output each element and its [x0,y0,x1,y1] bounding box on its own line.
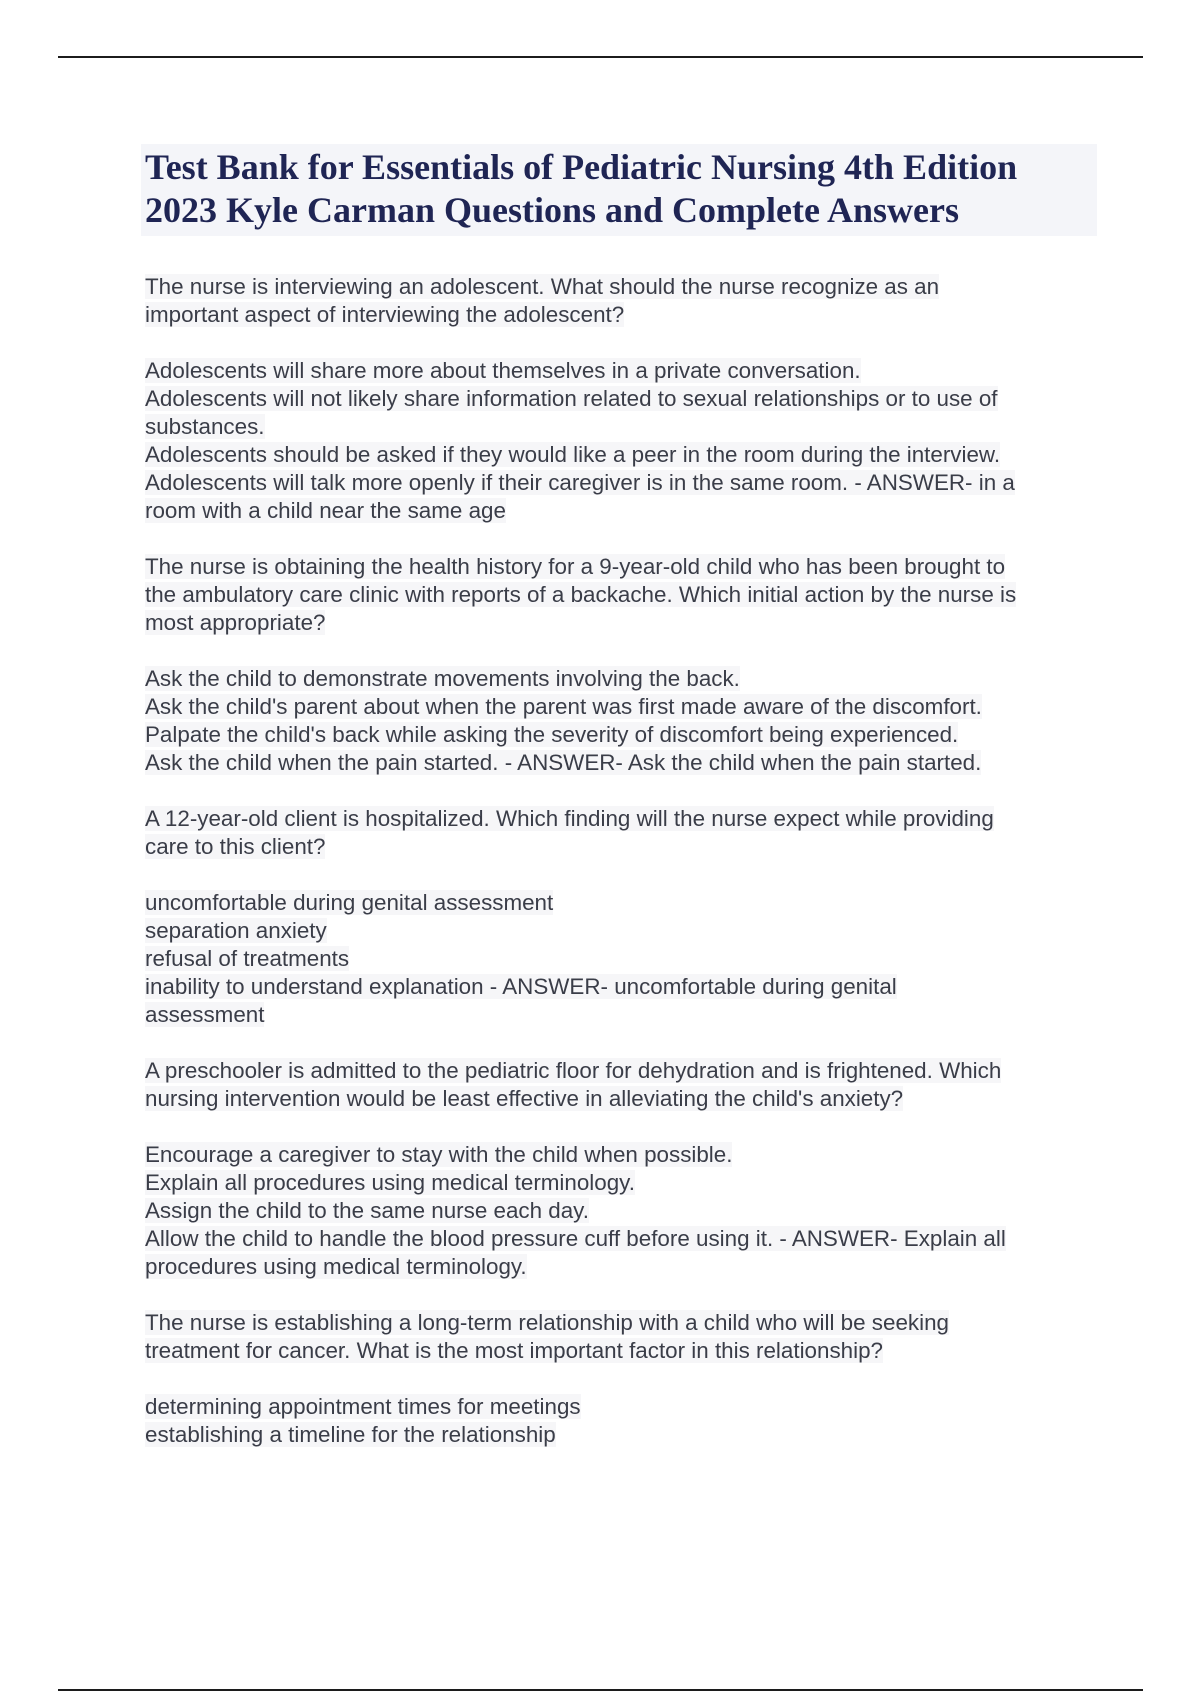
question-5-option-line-2: establishing a timeline for the relationship [145,1422,556,1447]
question-4-option-line-2: Explain all procedures using medical terminology. [145,1170,635,1195]
question-2-options [145,665,1095,777]
question-3-stem-line-2: care to this client? [145,834,326,859]
question-2-stem-line-3: most appropriate? [145,610,326,635]
document-title [145,146,1093,232]
title-box [141,144,1097,236]
question-1-option-line-3: substances. [145,414,265,439]
question-4-option-line-5: procedures using medical terminology. [145,1254,527,1279]
question-3-option-line-3: refusal of treatments [145,946,350,971]
title-line-2: 2023 Kyle Carman Questions and Complete Answers [145,190,960,230]
question-3-option-line-4: inability to understand explanation - ANSWER- uncomfortable during genital [145,974,897,999]
question-5-stem [145,1309,1095,1365]
question-3-stem-line-1: A 12-year-old client is hospitalized. Which finding will the nurse expect while providing [145,806,994,831]
document-body [145,273,1095,1477]
question-4-options [145,1141,1095,1281]
question-1-option-line-2: Adolescents will not likely share information related to sexual relationships or to use of [145,386,998,411]
question-2-stem-line-1: The nurse is obtaining the health history for a 9-year-old child who has been brought to [145,554,1006,579]
question-5-options [145,1393,1095,1449]
question-2-option-line-1: Ask the child to demonstrate movements involving the back. [145,666,740,691]
question-1-option-line-6: room with a child near the same age [145,498,506,523]
question-3-stem [145,805,1095,861]
bottom-rule [58,1689,1143,1691]
question-2-stem-line-2: the ambulatory care clinic with reports of a backache. Which initial action by the nurse is [145,582,1017,607]
question-1-stem [145,273,1095,329]
question-1-option-line-4: Adolescents should be asked if they would like a peer in the room during the interview. [145,442,1001,467]
question-5-stem-line-1: The nurse is establishing a long-term relationship with a child who will be seeking [145,1310,949,1335]
title-line-1: Test Bank for Essentials of Pediatric Nursing 4th Edition [145,147,1018,187]
question-4-stem-line-2: nursing intervention would be least effective in alleviating the child's anxiety? [145,1086,904,1111]
question-4-stem-line-1: A preschooler is admitted to the pediatric floor for dehydration and is frightened. Which [145,1058,1002,1083]
question-2-option-line-2: Ask the child's parent about when the parent was first made aware of the discomfort. [145,694,982,719]
question-4-option-line-4: Allow the child to handle the blood pressure cuff before using it. - ANSWER- Explain all [145,1226,1006,1251]
top-rule [58,56,1143,58]
question-3-option-line-1: uncomfortable during genital assessment [145,890,554,915]
question-1-stem-line-2: important aspect of interviewing the adolescent? [145,302,625,327]
question-2-stem [145,553,1095,637]
question-3-option-line-2: separation anxiety [145,918,327,943]
question-1-option-line-1: Adolescents will share more about themselves in a private conversation. [145,358,861,383]
question-4-stem [145,1057,1095,1113]
question-4-option-line-1: Encourage a caregiver to stay with the child when possible. [145,1142,733,1167]
question-5-stem-line-2: treatment for cancer. What is the most important factor in this relationship? [145,1338,883,1363]
question-2-option-line-4: Ask the child when the pain started. - ANSWER- Ask the child when the pain started. [145,750,982,775]
question-3-option-line-5: assessment [145,1002,265,1027]
question-1-stem-line-1: The nurse is interviewing an adolescent. What should the nurse recognize as an [145,274,940,299]
question-2-option-line-3: Palpate the child's back while asking the severity of discomfort being experienced. [145,722,959,747]
question-5-option-line-1: determining appointment times for meetings [145,1394,581,1419]
question-4-option-line-3: Assign the child to the same nurse each day. [145,1198,589,1223]
question-1-option-line-5: Adolescents will talk more openly if their caregiver is in the same room. - ANSWER- in a [145,470,1015,495]
question-3-options [145,889,1095,1029]
question-1-options [145,357,1095,525]
